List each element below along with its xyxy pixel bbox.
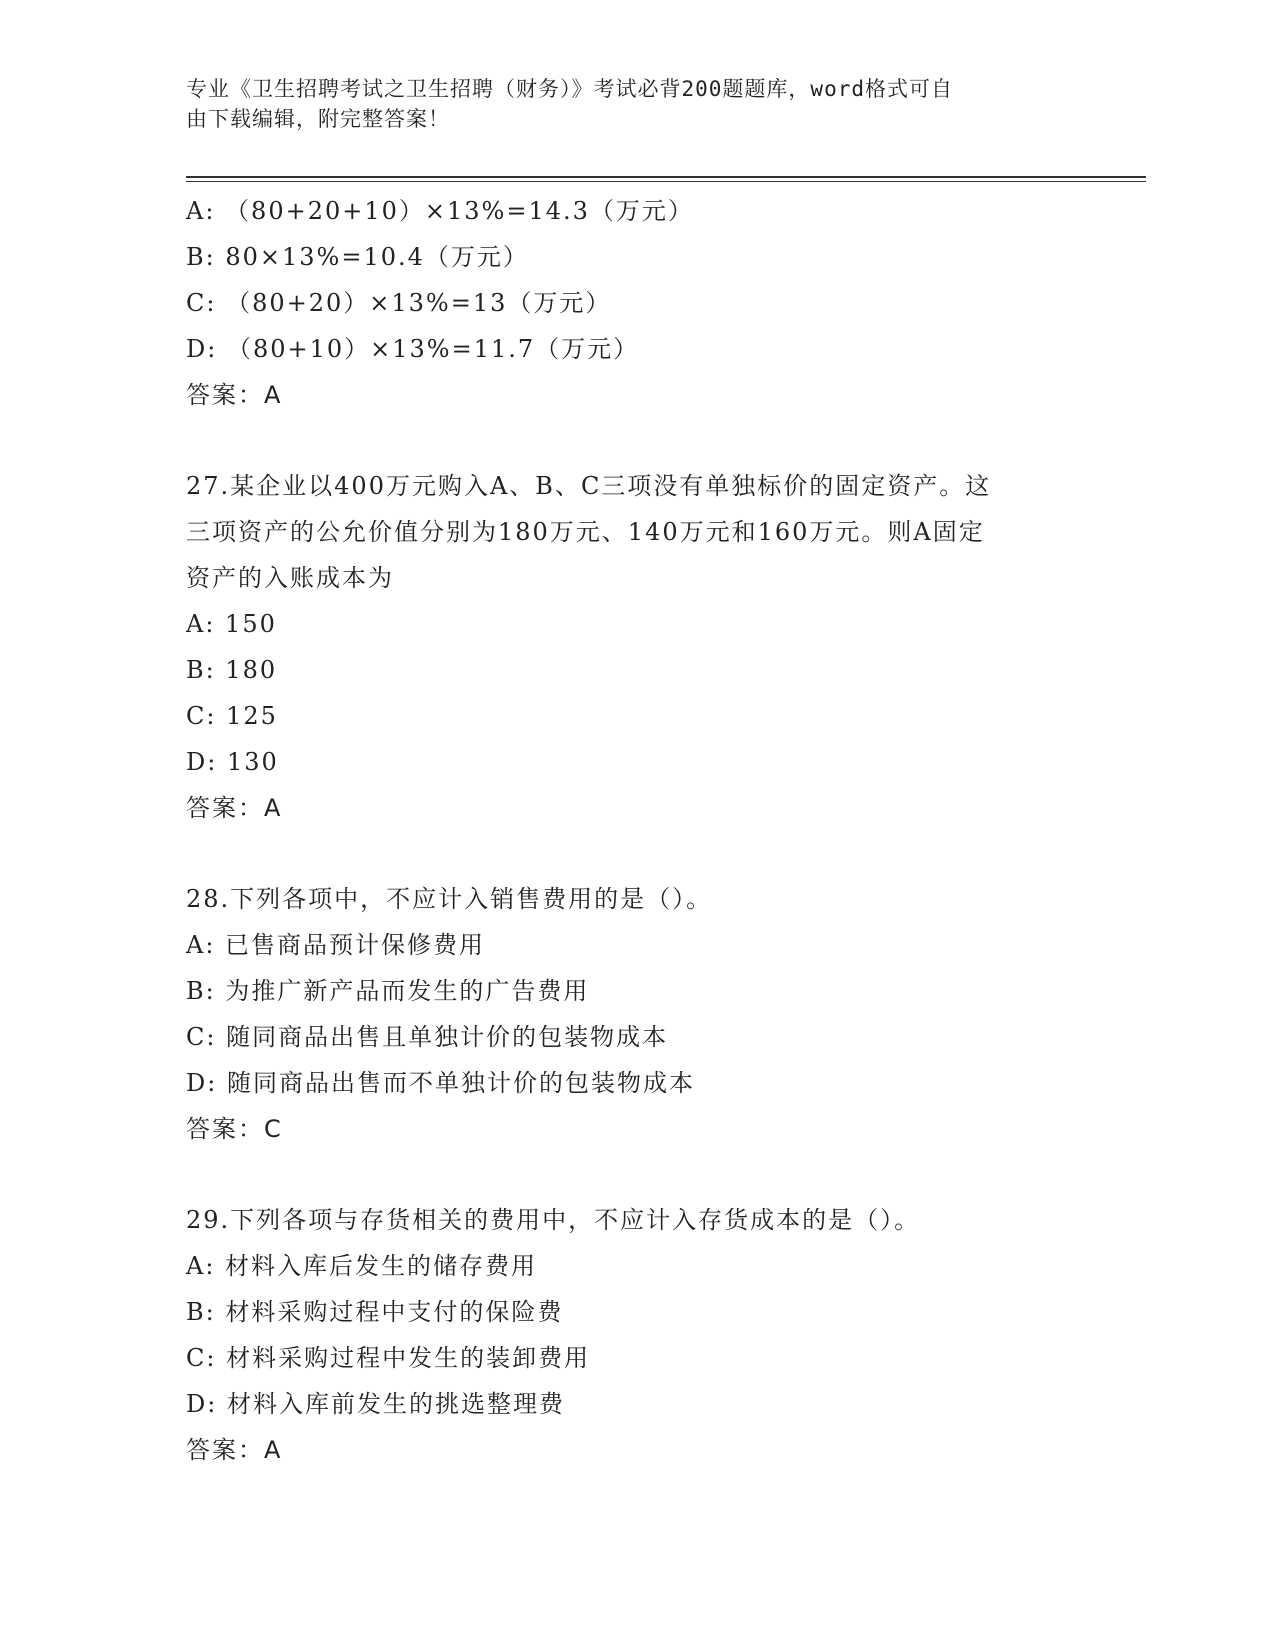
option-c: C: 随同商品出售且单独计价的包装物成本 [186, 1023, 669, 1051]
answer: 答案：A [186, 794, 283, 822]
option-d: D: 130 [186, 748, 279, 776]
option-d: D: 材料入库前发生的挑选整理费 [186, 1390, 565, 1418]
answer: 答案：A [186, 381, 283, 409]
header-divider-thick [186, 176, 1146, 178]
option-b: B: 180 [186, 656, 278, 684]
stem-line: 三项资产的公允价值分别为180万元、140万元和160万元。则A固定 [186, 518, 985, 546]
option-a: A: 150 [186, 610, 277, 638]
header-divider-thin [186, 181, 1146, 182]
option-c: C: 材料采购过程中发生的装卸费用 [186, 1344, 591, 1372]
stem-line: 27.某企业以400万元购入A、B、C三项没有单独标价的固定资产。这 [186, 472, 992, 500]
option-c: C: 125 [186, 702, 278, 730]
option-b: B: 80×13%=10.4（万元） [186, 243, 529, 271]
answer: 答案：A [186, 1436, 283, 1464]
question-list [186, 188, 1086, 1473]
option-c: C: （80+20）×13%=13（万元） [186, 289, 612, 317]
question-27 [186, 463, 1086, 831]
option-d: D: 随同商品出售而不单独计价的包装物成本 [186, 1069, 695, 1097]
option-a: A: 材料入库后发生的储存费用 [186, 1252, 538, 1280]
option-b: B: 为推广新产品而发生的广告费用 [186, 977, 590, 1005]
question-28 [186, 876, 1086, 1152]
stem-line: 资产的入账成本为 [186, 564, 394, 592]
option-a: A: 已售商品预计保修费用 [186, 931, 486, 959]
header-line-1: 专业《卫生招聘考试之卫生招聘（财务）》考试必背200题题库，word格式可自 [186, 77, 953, 101]
option-b: B: 材料采购过程中支付的保险费 [186, 1298, 564, 1326]
question-29 [186, 1197, 1086, 1473]
stem-line: 29.下列各项与存货相关的费用中，不应计入存货成本的是（）。 [186, 1206, 921, 1234]
document-header [186, 74, 1066, 134]
stem-line: 28.下列各项中，不应计入销售费用的是（）。 [186, 885, 713, 913]
question-stem [186, 876, 1086, 922]
question-26 [186, 188, 1086, 418]
option-d: D: （80+10）×13%=11.7（万元） [186, 335, 640, 363]
option-a: A: （80+20+10）×13%=14.3（万元） [186, 197, 694, 225]
question-stem [186, 463, 1086, 601]
answer: 答案：C [186, 1115, 283, 1143]
question-stem [186, 1197, 1086, 1243]
header-line-2: 由下载编辑，附完整答案！ [186, 107, 450, 131]
